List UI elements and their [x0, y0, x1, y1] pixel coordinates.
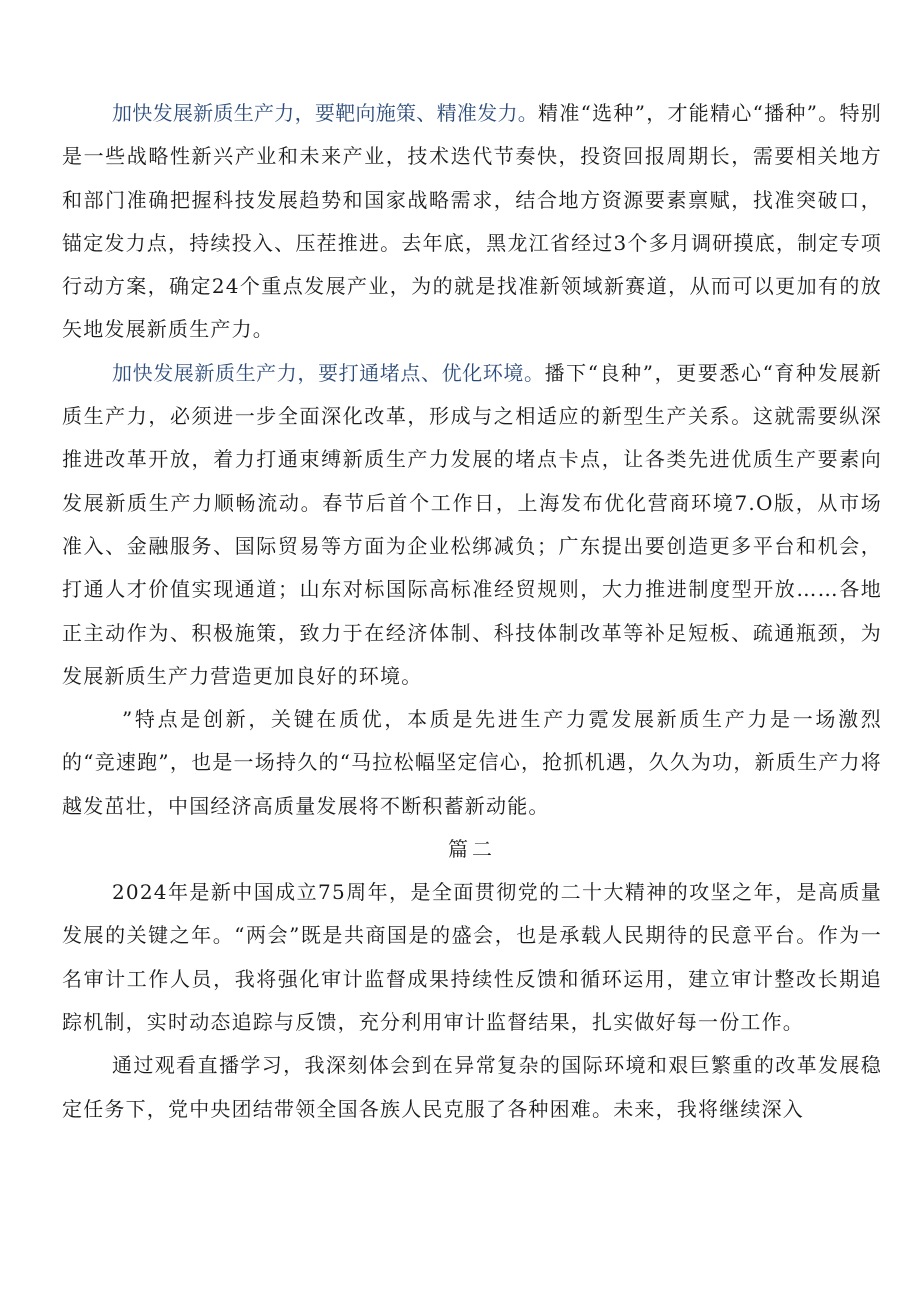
paragraph-body: ”特点是创新，关键在质优，本质是先进生产力霓发展新质生产力是一场激烈的“竞速跑”，也是一场持久的“马拉松幅坚定信心，抢抓机遇，久久为功，新质生产力将越发茁壮，中国经济高质量发展将不断积蓄新动能。 [62, 707, 882, 818]
paragraph-lead: 加快发展新质生产力，要靶向施策、精准发力。 [112, 101, 539, 125]
paragraph-targeted-policy [62, 92, 882, 352]
paragraph-body: 精准“选种”，才能精心“播种”。特别是一些战略性新兴产业和未来产业，技术迭代节奏快，投资回报周期长，需要相关地方和部门准确把握科技发展趋势和国家战略需求，结合地方资源要素禀赋，找准突破口，锚定发力点，持续投入、压茬推进。去年底，黑龙江省经过3个多月调研摸底，制定专项行动方案，确定24个重点发展产业，为的就是找准新领域新赛道，从而可以更加有的放矢地发展新质生产力。 [62, 101, 883, 342]
paragraph-body: 2024年是新中国成立75周年，是全面贯彻党的二十大精神的攻坚之年，是高质量发展的关键之年。“两会”既是共商国是的盛会，也是承载人民期待的民意平台。作为一名审计工作人员，我将强化审计监督成果持续性反馈和循环运用，建立审计整改长期追踪机制，实时动态追踪与反馈，充分利用审计监督结果，扎实做好每一份工作。 [62, 880, 882, 1034]
paragraph-2024-overview [62, 871, 882, 1044]
paragraph-conclusion [62, 698, 882, 828]
paragraph-lead: 加快发展新质生产力，要打通堵点、优化环境。 [112, 360, 545, 385]
section-heading: 篇二 [448, 837, 496, 862]
paragraph-body: 播下“良种”，更要悉心“育种发展新质生产力，必须进一步全面深化改革，形成与之相适应的新型生产关系。这就需要纵深推进改革开放，着力打通束缚新质生产力发展的堵点卡点，让各类先进优质生产要素向发展新质生产力顺畅流动。春节后首个工作日，上海发布优化营商环境7.O版，从市场准入、金融服务、国际贸易等方面为企业松绑减负；广东提出要创造更多平台和机会，打通人才价值实现通道；山东对标国际高标准经贸规则，大力推进制度型开放……各地正主动作为、积极施策，致力于在经济体制、科技体制改革等补足短板、疏通瓶颈，为发展新质生产力营造更加良好的环境。 [62, 360, 883, 688]
document-page [62, 92, 882, 1131]
paragraph-livestream-reflection [62, 1044, 882, 1131]
paragraph-body: 通过观看直播学习，我深刻体会到在异常复杂的国际环境和艰巨繁重的改革发展稳定任务下，党中央团结带领全国各族人民克服了各种困难。未来，我将继续深入 [62, 1053, 882, 1121]
paragraph-remove-bottlenecks [62, 352, 882, 698]
